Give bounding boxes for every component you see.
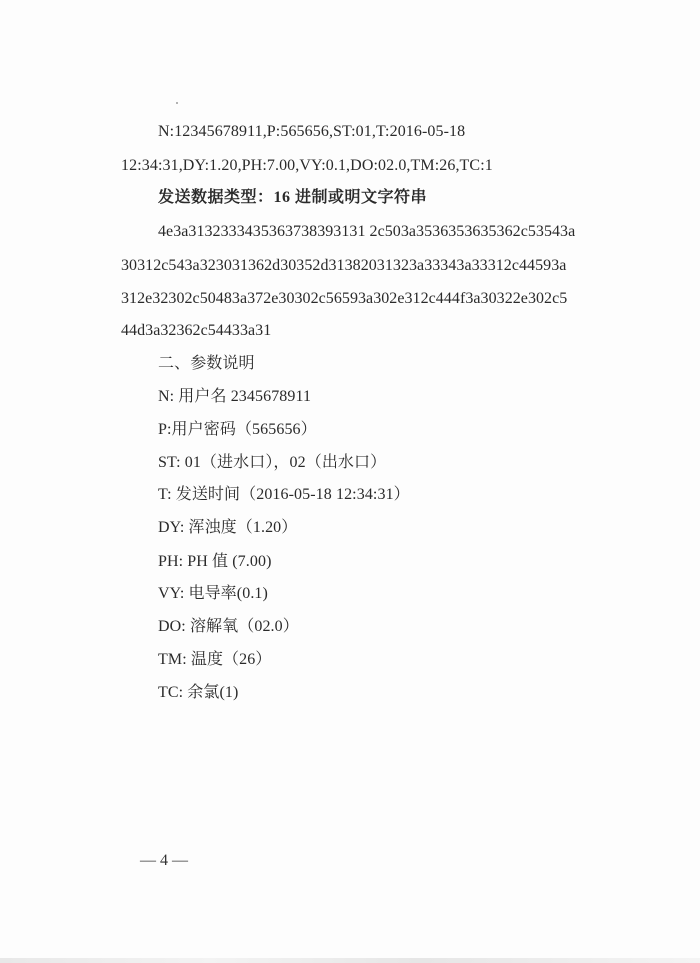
param-do: DO: 溶解氧（02.0） [158, 618, 299, 635]
page-number: — 4 — [140, 852, 188, 869]
packet-example-line-1: N:12345678911,P:565656,ST:01,T:2016-05-18 [158, 123, 466, 140]
param-n: N: 用户名 2345678911 [158, 388, 312, 405]
scan-speck [176, 102, 178, 104]
hex-line-4: 44d3a32362c54433a31 [121, 322, 272, 339]
param-tm: TM: 温度（26） [158, 651, 272, 668]
hex-line-1: 4e3a3132333435363738393131 2c503a3536353635362c53543a [158, 223, 576, 240]
param-vy: VY: 电导率(0.1) [158, 585, 268, 602]
param-t: T: 发送时间（2016-05-18 12:34:31） [158, 486, 410, 503]
packet-example-line-2: 12:34:31,DY:1.20,PH:7.00,VY:0.1,DO:02.0,TM:26,TC:1 [121, 157, 493, 174]
hex-line-3: 312e32302c50483a372e30302c56593a302e312c444f3a30322e302c5 [121, 290, 568, 307]
param-ph: PH: PH 值 (7.00) [158, 553, 272, 570]
hex-line-2: 30312c543a323031362d30352d31382031323a33343a33312c44593a [121, 257, 567, 274]
section-heading-parameters: 二、参数说明 [158, 355, 255, 372]
param-tc: TC: 余氯(1) [158, 684, 239, 701]
param-p: P:用户密码（565656） [158, 421, 317, 438]
param-dy: DY: 浑浊度（1.20） [158, 519, 298, 536]
data-type-heading: 发送数据类型：16 进制或明文字符串 [158, 189, 428, 206]
param-st: ST: 01（进水口），02（出水口） [158, 454, 387, 471]
scan-edge [0, 958, 700, 963]
